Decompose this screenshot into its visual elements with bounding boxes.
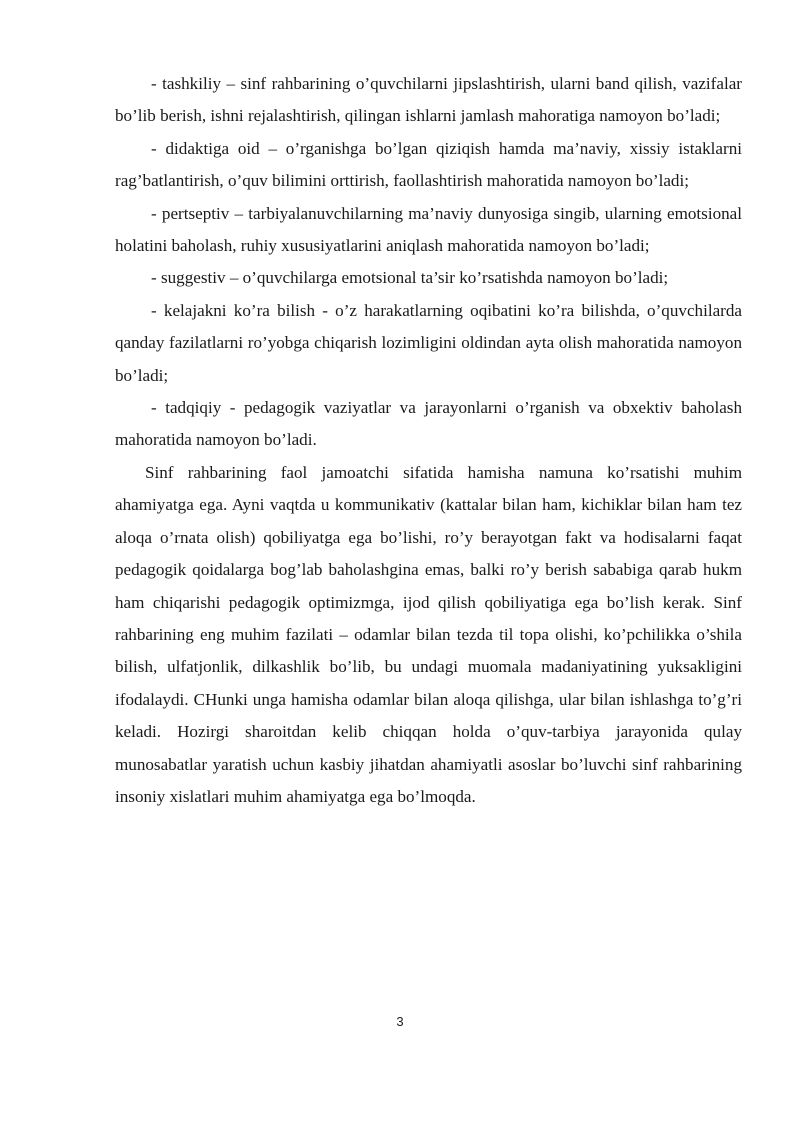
list-item-pertseptiv: - pertseptiv – tarbiyalanuvchilarning ma’naviy dunyosiga singib, ularning emotsional holatini baholash, ruhiy xususiyatlarini aniqlash mahoratida namoyon bo’ladi; (115, 203, 742, 256)
list-item-kelajakni-kora-bilish: - kelajakni ko’ra bilish - o’z harakatlarning oqibatini ko’ra bilishda, o’quvchilarda qanday fazilatlarni ro’yobga chiqarish lozimligini oldindan ayta olish mahoratida namoyon bo’ladi; (115, 300, 742, 385)
page-number: 3 (396, 1014, 404, 1029)
list-item-didaktiga-oid: - didaktiga oid – o’rganishga bo’lgan qiziqish hamda ma’naviy, xissiy istaklarni rag’batlantirish, o’quv bilimini orttirish, faollashtirish mahoratida namoyon bo’ladi; (115, 138, 742, 191)
body-paragraph: Sinf rahbarining faol jamoatchi sifatida hamisha namuna ko’rsatishi muhim ahamiyatga ega. Ayni vaqtda u kommunikativ (kattalar bilan ham, kichiklar bilan ham tez aloqa o’rnata olish) qobiliyatga ega bo’lishi, ro’y berayotgan fakt va hodisalarni faqat pedagogik qoidalarga bog’lab baholashgina emas, balki ro’y berish sababiga qarab hukm ham chiqarishi pedagogik optimizmga, ijod qilish qobiliyatiga ega bo’lish kerak. Sinf rahbarining eng muhim fazilati – odamlar bilan tezda til topa olishi, ko’pchilikka o’shila bilish, ulfatjonlik, dilkashlik bo’lib, bu undagi muomala madaniyatining yuksakligini ifodalaydi. CHunki unga hamisha odamlar bilan aloqa qilishga, ular bilan ishlashga to’g’ri keladi. Hozirgi sharoitdan kelib chiqqan holda o’quv-tarbiya jarayonida qulay munosabatlar yaratish uchun kasbiy jihatdan ahamiyatli asoslar bo’luvchi sinf rahbarining insoniy xislatlari muhim ahamiyatga ega bo’lmoqda. (115, 462, 742, 806)
list-item-suggestiv: - suggestiv – o’quvchilarga emotsional ta’sir ko’rsatishda namoyon bo’ladi; (151, 268, 669, 288)
list-item-tashkiliy: - tashkiliy – sinf rahbarining o’quvchilarni jipslashtirish, ularni band qilish, vazifalar bo’lib berish, ishni rejalashtirish, qilingan ishlarni jamlash mahoratiga namoyon bo’ladi; (115, 74, 742, 126)
list-item-tadqiqiy: - tadqiqiy - pedagogik vaziyatlar va jarayonlarni o’rganish va obxektiv baholash mahoratida namoyon bo’ladi. (115, 398, 742, 450)
document-page (115, 68, 742, 813)
